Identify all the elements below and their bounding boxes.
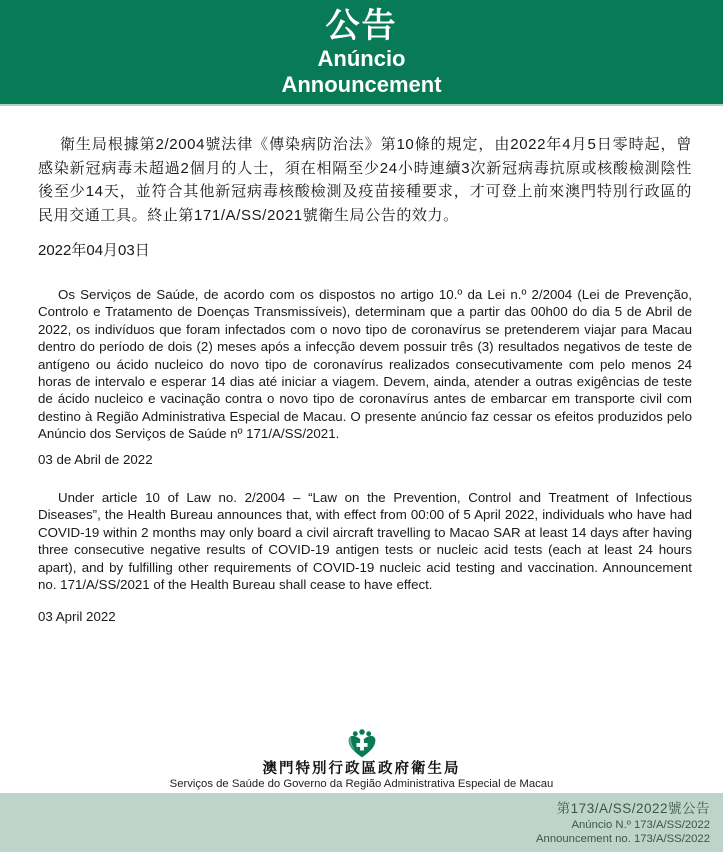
page-title-portuguese: Anúncio bbox=[317, 46, 406, 71]
date-english: 03 April 2022 bbox=[38, 608, 116, 624]
org-name-portuguese: Serviços de Saúde do Governo da Região Administrativa Especial de Macau bbox=[169, 778, 554, 790]
paragraph-english: Under article 10 of Law no. 2/2004 – “Law on the Prevention, Control and Treatment of Infectious Diseases”, the Health Bureau announces that, with effect from 00:00 of 5 April 2022, individuals who have had COVID-19 within 2 months may only board a civil aircraft travelling to Macao SAR at least 14 days after having three consecutive negative results of COVID-19 antigen tests or nucleic acid tests (each at least 24 hours apart), and by fulfilling other requirements of COVID-19 nucleic acid testing and vaccination. Announcement no. 171/A/SS/2021 of the Health Bureau shall cease to have effect. bbox=[38, 489, 692, 593]
announcement-number-chinese: 第173/A/SS/2022號公告 bbox=[556, 801, 710, 816]
document-body bbox=[0, 133, 723, 625]
paragraph-chinese: 衛生局根據第2/2004號法律《傳染病防治法》第10條的規定，由2022年4月5日零時起，曾感染新冠病毒未超過2個月的人士，須在相隔至少24小時連續3次新冠病毒抗原或核酸檢測陰性後至少14天，並符合其他新冠病毒核酸檢測及疫苗接種要求，才可登上前來澳門特別行政區的民用交通工具。終止第171/A/SS/2021號衛生局公告的效力。 bbox=[38, 136, 692, 224]
announcement-number-portuguese: Anúncio N.º 173/A/SS/2022 bbox=[571, 819, 710, 831]
footer-bar bbox=[0, 793, 723, 852]
header-banner bbox=[0, 0, 723, 104]
health-bureau-heart-cross-logo-icon bbox=[346, 729, 378, 759]
organisation-block bbox=[0, 729, 723, 791]
paragraph-portuguese: Os Serviços de Saúde, de acordo com os dispostos no artigo 10.º da Lei n.º 2/2004 (Lei de Prevenção, Controlo e Tratamento de Doenças Transmissíveis), determinam que a partir das 00h00 do dia 5 de Abril de 2022, os indivíduos que foram infectados com o novo tipo de coronavírus se pretenderem viajar para Macau dentro do período de dois (2) meses após a infecção devem possuir três (3) resultados negativos de teste de antígeno ou ácido nucleico do novo tipo de coronavírus realizados consecutivamente com pelo menos 24 horas de intervalo e esperar 14 dias até iniciar a viagem. Devem, ainda, atender a outras exigências de teste de ácido nucleico e vacinação contra o novo tipo de coronavírus antes de embarcar em transporte civil com destino à Região Administrativa Especial de Macau. O presente anúncio faz cessar os efeitos produzidos pelo Anúncio dos Serviços de Saúde nº 171/A/SS/2021. bbox=[38, 287, 692, 442]
org-name-chinese: 澳門特別行政區政府衛生局 bbox=[262, 761, 461, 777]
header-divider bbox=[0, 104, 723, 106]
date-portuguese: 03 de Abril de 2022 bbox=[38, 451, 153, 467]
date-chinese: 2022年04月03日 bbox=[38, 242, 150, 259]
page-title-chinese: 公告 bbox=[325, 7, 398, 45]
page-title-english: Announcement bbox=[281, 72, 442, 97]
announcement-number-english: Announcement no. 173/A/SS/2022 bbox=[536, 832, 710, 845]
